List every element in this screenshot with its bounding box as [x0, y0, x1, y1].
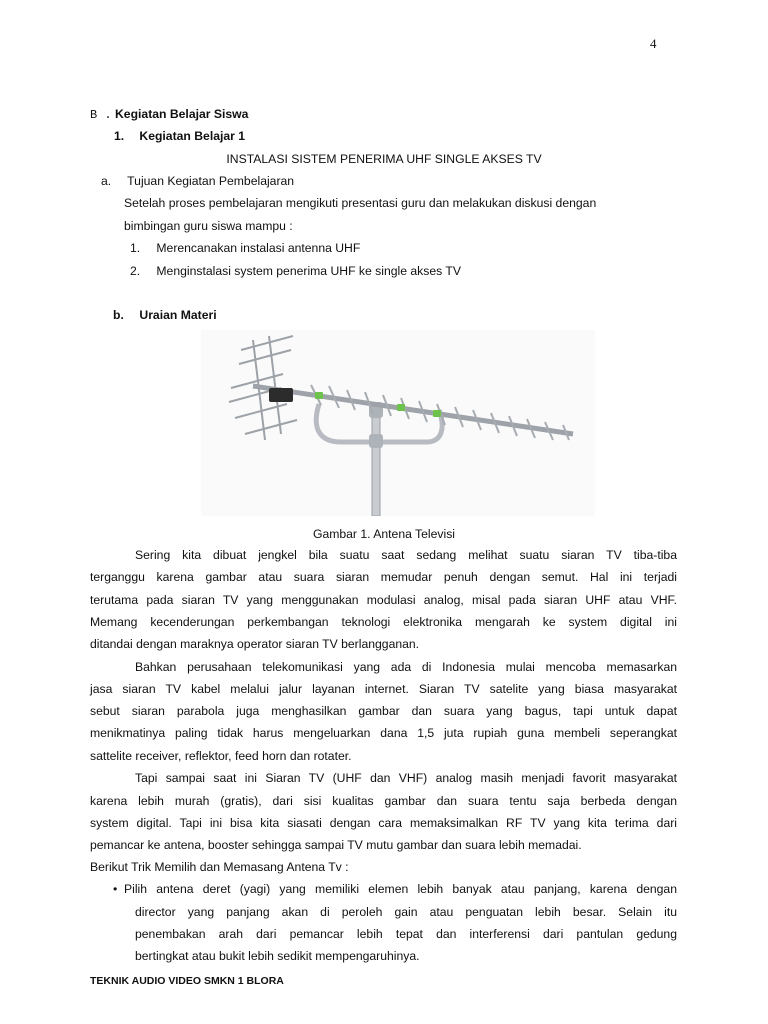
antenna-figure	[201, 330, 595, 516]
paragraph-2-line-5: sattelite receiver, reflektor, feed horn dan rotater.	[90, 749, 352, 763]
paragraph-3-line-3: system digital. Tapi ini bisa kita siasati dengan cara memaksimalkan RF TV yang kita terima dari	[90, 816, 677, 830]
material-heading	[113, 308, 217, 322]
bullet-line-2: director yang panjang akan di peroleh gain atau penguatan lebih besar. Selain itu	[135, 905, 677, 919]
objective-item	[130, 241, 360, 255]
bullet-line-1: Pilih antena deret (yagi) yang memiliki elemen lebih banyak atau panjang, karena dengan	[124, 882, 677, 896]
tips-heading: Berikut Trik Memilih dan Memasang Antena Tv :	[90, 860, 349, 874]
bullet-symbol: •	[113, 882, 118, 896]
objective-item	[130, 264, 461, 278]
paragraph-2-line-2: jasa siaran TV kabel melalui jalur layanan internet. Siaran TV satelite yang biasa masyarakat	[90, 682, 677, 696]
objective-number: 2.	[130, 264, 141, 278]
paragraph-3-line-2: karena lebih murah (gratis), dari sisi kualitas gambar dan suara tentu saja berbeda dengan	[90, 794, 677, 808]
paragraph-1-line-3: terutama pada siaran TV yang menggunakan modulasi analog, misal pada siaran UHF atau VHF.	[90, 593, 677, 607]
section-heading	[90, 107, 248, 122]
paragraph-2-line-3: sebut siaran parabola juga menghasilkan gambar dan suara yang bagus, tapi untuk dapat	[90, 704, 677, 718]
subsection-title: Kegiatan Belajar 1	[139, 129, 246, 143]
paragraph-2-line-4: menikmatinya paling tidak harus mengeluarkan dana 1,5 juta rupiah guna membeli seperangkat	[90, 726, 677, 740]
paragraph-3-line-4: pemancar ke antena, booster sehingga sampai TV mutu gambar dan suara lebih memadai.	[90, 838, 582, 852]
subsection-heading	[114, 129, 245, 143]
page-number: 4	[650, 36, 657, 51]
material-title: Uraian Materi	[139, 308, 217, 322]
paragraph-2-line-1: Bahkan perusahaan telekomunikasi yang ada di Indonesia mulai mencoba memasarkan	[135, 660, 677, 674]
paragraph-1-line-2: terganggu karena gambar atau suara siaran memudar penuh dengan semut. Hal ini terjadi	[90, 570, 677, 584]
objective-text: Menginstalasi system penerima UHF ke single akses TV	[156, 264, 461, 278]
objectives-intro-line-1: Setelah proses pembelajaran mengikuti presentasi guru dan melakukan diskusi dengan	[124, 196, 597, 210]
paragraph-1-line-1: Sering kita dibuat jengkel bila suatu saat sedang melihat suatu siaran TV tiba-tiba	[135, 548, 677, 562]
subsection-number: 1.	[114, 129, 125, 143]
objective-number: 1.	[130, 241, 141, 255]
bullet-line-4: bertingkat atau bukit lebih sedikit mempengaruhinya.	[135, 949, 420, 963]
objectives-title: Tujuan Kegiatan Pembelajaran	[127, 174, 295, 188]
objectives-heading	[101, 174, 294, 188]
bullet-line-3: penembakan arah dari pemancar lebih tepat dan interferensi dari pantulan gedung	[135, 927, 677, 941]
objectives-marker: a.	[101, 174, 112, 188]
objectives-intro-line-2: bimbingan guru siswa mampu :	[124, 219, 293, 233]
section-title: Kegiatan Belajar Siswa	[115, 107, 249, 121]
material-marker: b.	[113, 308, 124, 322]
paragraph-1-line-5: ditandai dengan maraknya operator siaran TV berlangganan.	[90, 637, 420, 651]
objective-text: Merencanakan instalasi antenna UHF	[156, 241, 361, 255]
section-marker: B .	[90, 108, 112, 122]
paragraph-1-line-4: Memang kecenderungan perkembangan teknologi elektronika mengarah ke system digital ini	[90, 615, 677, 629]
paragraph-3-line-1: Tapi sampai saat ini Siaran TV (UHF dan VHF) analog masih menjadi favorit masyarakat	[135, 771, 677, 785]
antenna-illustration	[201, 330, 595, 516]
topic-title: INSTALASI SISTEM PENERIMA UHF SINGLE AKSES TV	[226, 152, 542, 166]
figure-caption: Gambar 1. Antena Televisi	[312, 527, 456, 541]
footer-text: TEKNIK AUDIO VIDEO SMKN 1 BLORA	[90, 975, 284, 987]
